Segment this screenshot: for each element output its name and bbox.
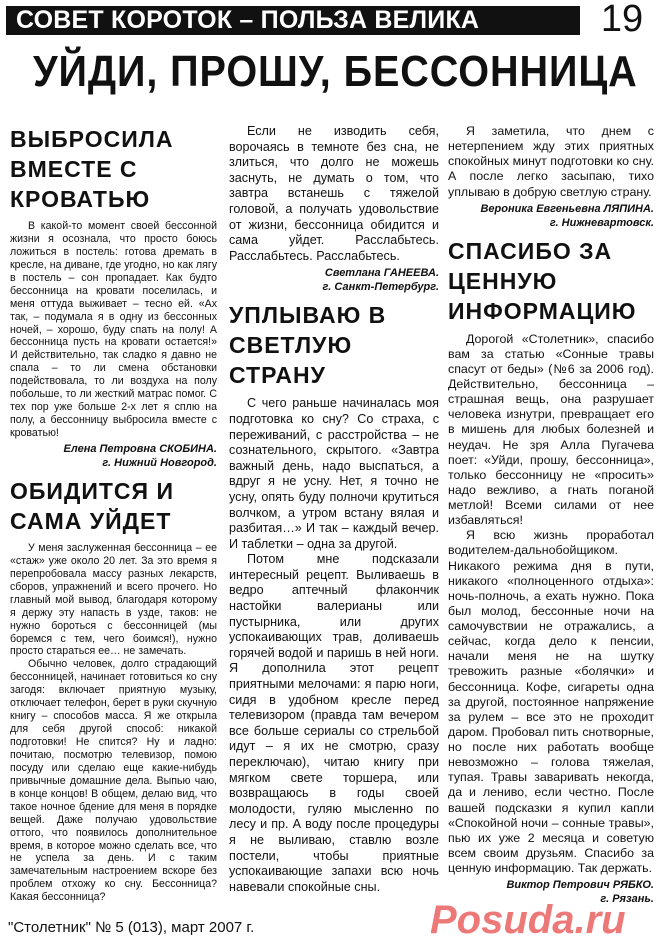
article-1-heading: ВЫБРОСИЛА ВМЕСТЕ С КРОВАТЬЮ <box>10 126 174 212</box>
article-3-paragraph: С чего раньше начиналась моя подготовка ко сну? Со страха, с переживаний, с расстройства – не сознательного, скрытого. «Завтра важный день, надо выспаться, а вдруг я не усну. Нет, я точно не усну, опять буду полночи крутиться волчком, а утром встану вялая и разбитая…» И так – каждый вечер. И таблетки – одна за другой. <box>229 396 439 551</box>
article-2-city: г. Санкт-Петербург. <box>322 281 439 294</box>
article-2-paragraph: Если не изводить себя, ворочаясь в темноте без сна, не злиться, что долго не можешь заснуть, не думать о том, что завтра встанешь с тяжелой головой, а получать удовольствие от жизни, бессонница обидится и сама уйдет. Расслабьтесь. Расслабьтесь. Расслабьтесь. <box>229 124 439 263</box>
article-4-paragraph: Я всю жизнь проработал водителем-дальнобойщиком. Никакого режима дня в пути, никакого «полноценного отдыха»: ночь-полночь, а ехать нужно. Пока был молод, бессонные ночи на самочувствии не отражались, а сейчас, когда дело к пенсии, начали меня не на шутку тревожить разные «болячки» и бессонница. Кофе, сигареты одна за другой, постоянное напряжение за рулем – все это не проходит даром. Пробовал пить снотворные, но после них работать вообще невозможно – голова тяжелая, тупая. Травы заваривать некогда, да и лениво, если честно. После вашей подсказки я купил капли «Спокойной ночи – сонные травы», пью их уже 2 месяца и советую всем своим друзьям. Спасибо за ценную информацию. Так держать. <box>448 528 654 875</box>
article-2-paragraph: Обычно человек, долго страдающий бессонницей, начинает готовиться ко сну загодя: включает приятную музыку, отключает телефон, берет в руки скучную книгу – способов масса. Я же открыла для себя другой способ: никакой подготовки! Не спится? Ну и ладно: почитаю, посмотрю телевизор, помою посуду или сделаю еще какие-нибудь привычные домашние дела. Выпью чаю, в конце концов! В общем, делаю вид, что такое ночное бдение для меня в порядке вещей. Даже получаю удовольствие оттого, что появилось дополнительное время, в которое можно сделать все, что не успела за день. И с таким замечательным настроением вскоре без проблем отхожу ко сну. Бессонница? Какая бессонница? <box>10 658 217 904</box>
article-3-author: Вероника Евгеньевна ЛЯПИНА. <box>480 202 654 215</box>
page-title: УЙДИ, ПРОШУ, БЕССОННИЦА <box>33 47 638 96</box>
footer-publication-name: "Столетник" <box>8 919 91 936</box>
article-3-paragraph: Я заметила, что днем с нетерпением жду этих приятных спокойных минут подготовки ко сну. А после легко засыпаю, тихо уплываю в добрую светлую страну. <box>448 124 654 199</box>
article-4-heading: СПАСИБО ЗА ЦЕННУЮ ИНФОРМАЦИЮ <box>448 237 637 324</box>
article-1-author: Елена Петровна СКОБИНА. <box>63 442 217 455</box>
footer-publication-info <box>8 918 254 938</box>
column-2 <box>229 124 439 895</box>
article-1-paragraph: В какой-то момент своей бессонной жизни я осознала, что просто боюсь ложиться в постель: готова дремать в кресле, на диване, где угодно, но как лягу в постель – сон пропадает. Как будто бессонница на кровати поселилась, и меня оттуда выживает – тесно ей. «Ах так, – подумала я в одну из бессонных ночей, – хорошо, буду спать на полу! А бессонница пусть на кровати остается!» И действительно, так сладко я давно не спала – то ли смена обстановки подействовала, то ли воздуха на полу побольше, то ли жесткий матрас помог. С тех пор уже больше 2-х лет я сплю на полу, а бессонницу выбросила вместе с кроватью! <box>10 220 217 439</box>
article-3-heading: УПЛЫВАЮ В СВЕТЛУЮ СТРАНУ <box>229 302 387 389</box>
article-4-city: г. Рязань. <box>600 893 654 906</box>
article-2-heading: ОБИДИТСЯ И САМА УЙДЕТ <box>10 477 174 534</box>
page-number: 19 <box>600 0 644 40</box>
article-1-city: г. Нижний Новгород. <box>102 456 217 469</box>
article-3-paragraph: Потом мне подсказали интересный рецепт. Выливаешь в ведро аптечный флакончик настойки валерианы или пустырника, или других успокаивающих трав, доливаешь горячей водой и паришь в ней ноги. Я дополнила этот рецепт приятными мелочами: я парю ноги, сидя в удобном кресле перед телевизором (правда там вечером все больше сериалы со стрельбой идут – я их не смотрю, сразу переключаю), читаю книгу при мягком свете торшера, или возвращаюсь в годы своей молодости, гуляю мысленно по лесу и пр. А воду после процедуры я не выливаю, ставлю возле постели, чтобы приятные успокаивающие запахи всю ночь навевали спокойные сны. <box>229 552 439 894</box>
article-4-author: Виктор Петрович РЯБКО. <box>506 879 654 892</box>
footer-issue: № 5 (013), март 2007 г. <box>95 919 255 936</box>
column-3 <box>448 124 654 908</box>
article-4-paragraph: Дорогой «Столетник», спасибо вам за статью «Сонные травы спасут от беды» (№6 за 2006 год). Действительно, бессонница – страшная вещь, она разрушает человека изнутри, превращает его в мишень для любых болезней и неудач. Не зря Алла Пугачева поет: «Уйди, прошу, бессонница», только бессонницу не «просить» надо вежливо, а гнать поганой метлой! Всеми силами от нее избавляться! <box>448 331 654 528</box>
rubric-banner: СОВЕТ КОРОТОК – ПОЛЬЗА ВЕЛИКА <box>6 6 580 35</box>
article-2-paragraph: У меня заслуженная бессонница – ее «стаж» уже около 20 лет. За это время я перепробовала массу разных лекарств, сборов, упражнений и всего прочего. Но главный мой вывод, благодаря которому я держу эту напасть в узде, таков: не нужно бороться с бессонницей (мы боремся с тем, чего боимся!), нужно просто стараться ее… не замечать. <box>10 541 217 658</box>
article-2-author: Светлана ГАНЕЕВА. <box>324 267 439 280</box>
column-1 <box>10 124 217 904</box>
watermark-logo: Posuda.ru <box>430 898 626 942</box>
article-3-city: г. Нижневартовск. <box>549 216 654 229</box>
